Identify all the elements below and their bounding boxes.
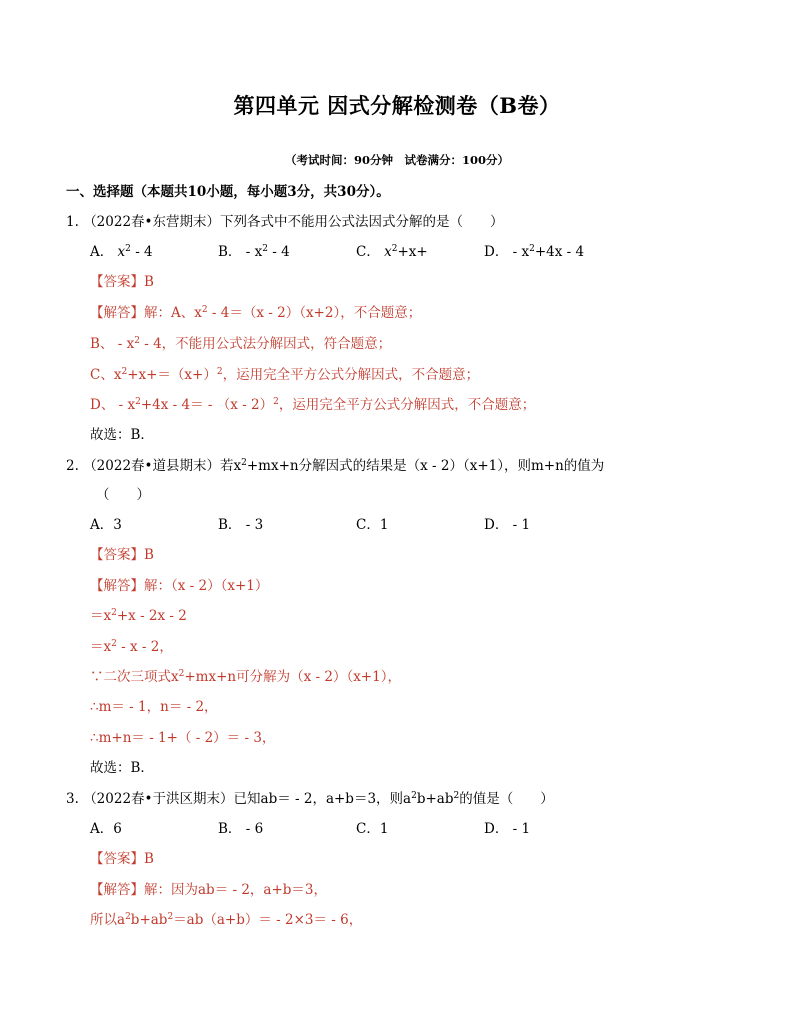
q1-solution-b: B、 - $x^2 - 4$，不能用公式法分解因式，符合题意；	[90, 336, 392, 352]
q3-option-a: A．6	[90, 821, 122, 837]
q2-solution-1: 【解答】解：（x - 2）（x+1）	[90, 578, 269, 594]
q1-choice: 故选：B．	[90, 427, 154, 443]
q3-solution-1: 【解答】解：因为ab＝ - 2，a+b＝3，	[90, 882, 328, 898]
q3-solution-2: 所以$a^2b+ab^2=ab(a+b)= - 2\times 3= - 6$，	[90, 912, 363, 928]
question-source: （2022春•道县期末）	[83, 458, 221, 474]
question-source: （2022春•于洪区期末）	[83, 791, 234, 807]
q1-option-d: D． - $x^2+4x - 4$	[484, 244, 585, 260]
q1-option-c: C． $x^2+x+$	[356, 244, 428, 260]
q2-option-c: C．1	[356, 517, 389, 533]
question-number: 3.	[66, 791, 79, 807]
page-title: 第四单元 因式分解检测卷（B卷）	[233, 93, 561, 118]
q3-option-b: B． - 6	[218, 821, 264, 837]
q1-option-a: A． $x^2 - 4$	[90, 244, 153, 260]
q2-choice: 故选：B．	[90, 760, 154, 776]
question-text: 下列各式中不能用公式法因式分解的是（ ）	[220, 214, 504, 230]
exam-info: （考试时间：90分钟 试卷满分：100分）	[284, 153, 509, 167]
q2-solution-6: ∴m+n＝ - 1+（ - 2）＝ - 3，	[90, 730, 276, 746]
question-number: 1.	[66, 214, 79, 230]
question-1-stem	[66, 213, 504, 231]
q2-solution-4: ∵二次三项式$x^2+mx+n$可分解为（x - 2）（x+1），	[90, 669, 401, 685]
q3-answer: 【答案】B	[90, 851, 154, 867]
q1-solution-c: C、$x^2+x+=(x+)^2$，运用完全平方公式分解因式，不合题意；	[90, 367, 480, 383]
q3-option-c: C．1	[356, 821, 389, 837]
q2-option-b: B． - 3	[218, 517, 264, 533]
question-source: （2022春•东营期末）	[83, 214, 221, 230]
question-3-stem: 3. （2022春•于洪区期末）已知ab＝ - 2，a+b＝3，则$a^2b+ab^2$的值是（ ）	[66, 791, 554, 807]
question-2-stem: 2. （2022春•道县期末）若$x^2+mx+n$分解因式的结果是（x - 2）（x+1），则m+n的值为	[66, 458, 605, 474]
q2-option-a: A．3	[90, 517, 122, 533]
q2-solution-2: $=x^2+x - 2x - 2$	[90, 608, 187, 624]
q2-answer-bracket: （ ）	[96, 487, 150, 503]
q2-answer: 【答案】B	[90, 547, 154, 563]
question-number: 2.	[66, 458, 79, 474]
q1-answer: 【答案】B	[90, 274, 154, 290]
q2-solution-3: $=x^2 - x - 2$，	[90, 639, 173, 655]
q1-option-b: B． - $x^2 - 4$	[218, 244, 290, 260]
q3-option-d: D． - 1	[484, 821, 531, 837]
q1-solution-a: 【解答】解：A、$x^2 - 4=(x - 2)(x+2)$，不合题意；	[90, 305, 422, 321]
q1-solution-d: D、 - $x^2+4x - 4= - (x - 2)^2$，运用完全平方公式分解因式，不合题意；	[90, 397, 536, 413]
q2-solution-5: ∴m＝ - 1，n＝ - 2，	[90, 699, 218, 715]
section-heading: 一、选择题（本题共10小题，每小题3分，共30分）。	[66, 184, 390, 200]
q2-option-d: D． - 1	[484, 517, 531, 533]
